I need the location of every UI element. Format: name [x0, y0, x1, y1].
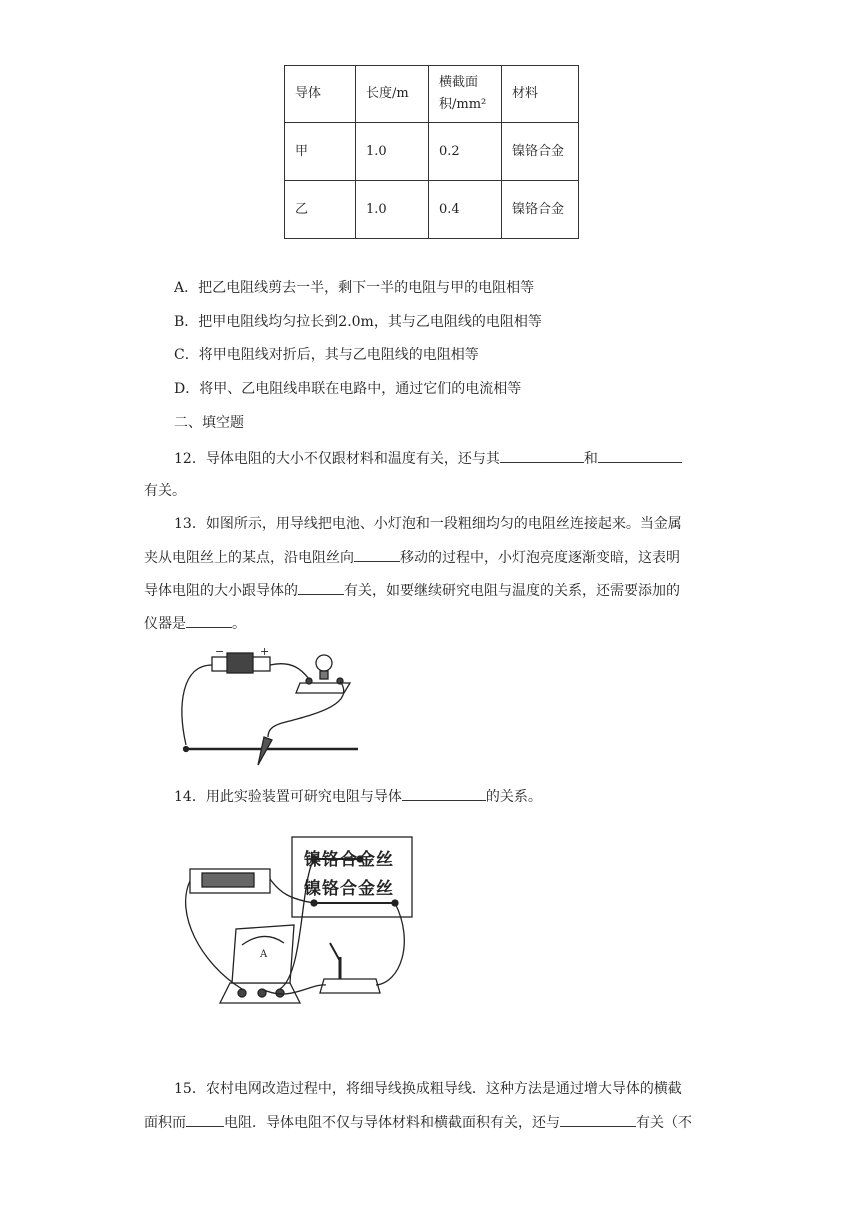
q13-text: 夹从电阻丝上的某点，沿电阻丝向: [144, 550, 354, 566]
answer-blank[interactable]: [402, 786, 486, 801]
section-heading: 二、填空题: [174, 415, 244, 431]
table-cell: 1.0: [356, 181, 429, 239]
question-12: [174, 448, 682, 469]
circuit-figure-14: [180, 833, 420, 1013]
svg-text:−: −: [215, 645, 225, 658]
q13-text: 移动的过程中，小灯泡亮度逐渐变暗，这表明: [400, 550, 680, 566]
q12-end: 有关。: [144, 483, 186, 499]
table-cell: 镍铬合金: [502, 123, 579, 181]
table-cell: 镍铬合金: [502, 181, 579, 239]
table-cell: 1.0: [356, 123, 429, 181]
question-14: [174, 786, 542, 807]
table-header-cell: 材料: [502, 66, 579, 123]
q14-text: 14．用此实验装置可研究电阻与导体: [174, 789, 402, 805]
table-header-cell: 长度/m: [356, 66, 429, 123]
table-header-cell: 导体: [285, 66, 356, 123]
answer-blank[interactable]: [500, 448, 584, 463]
metal-clip: [258, 737, 272, 765]
table-cell: 0.2: [429, 123, 502, 181]
wire-label: 镍铬合金丝: [304, 850, 394, 870]
question-13: 13．如图所示，用导线把电池、小灯泡和一段粗细均匀的电阻丝连接起来。当金属: [174, 516, 682, 532]
answer-blank[interactable]: [354, 547, 400, 562]
q13-line2: [144, 547, 680, 568]
conductor-table: [284, 65, 579, 239]
option-c: C．将甲电阻线对折后，其与乙电阻线的电阻相等: [174, 347, 479, 363]
q15-text: 面积而: [144, 1115, 186, 1131]
q13-line4: [144, 613, 246, 634]
q15-line2: [144, 1112, 692, 1133]
option-d: D．将甲、乙电阻线串联在电路中，通过它们的电流相等: [174, 381, 522, 397]
bulb-icon: [316, 655, 332, 671]
table-header-row: [285, 66, 579, 123]
q13-text: 。: [232, 616, 246, 632]
option-b: B．把甲电阻线均匀拉长到2.0m，其与乙电阻线的电阻相等: [174, 314, 542, 330]
question-15: 15．农村电网改造过程中，将细导线换成粗导线．这种方法是通过增大导体的横截: [174, 1081, 682, 1097]
table-row: [285, 181, 579, 239]
table-cell: 乙: [285, 181, 356, 239]
svg-text:A: A: [260, 949, 268, 960]
q12-text: 12．导体电阻的大小不仅跟材料和温度有关，还与其: [174, 451, 500, 467]
q13-text: 有关，如要继续研究电阻与温度的关系，还需要添加的: [344, 583, 680, 599]
answer-blank[interactable]: [186, 1112, 224, 1127]
q15-text: 有关（不: [636, 1115, 692, 1131]
wire-label: 镍铬合金丝: [304, 879, 394, 899]
svg-text:+: +: [260, 645, 270, 658]
table-cell: 0.4: [429, 181, 502, 239]
answer-blank[interactable]: [598, 448, 682, 463]
answer-blank[interactable]: [298, 580, 344, 595]
q13-line3: [144, 580, 680, 601]
table-cell: 甲: [285, 123, 356, 181]
q12-text: 和: [583, 451, 598, 467]
table-row: [285, 123, 579, 181]
table-header-cell: 横截面积/mm²: [429, 66, 502, 123]
q15-text: 电阻．导体电阻不仅与导体材料和横截面积有关，还与: [224, 1115, 560, 1131]
q14-text: 的关系。: [485, 789, 542, 805]
option-a: A．把乙电阻线剪去一半，剩下一半的电阻与甲的电阻相等: [174, 280, 535, 296]
answer-blank[interactable]: [560, 1112, 636, 1127]
q13-text: 仪器是: [144, 616, 186, 632]
switch-icon: [320, 979, 380, 993]
circuit-figure-13: [172, 645, 372, 770]
answer-blank[interactable]: [186, 613, 232, 628]
q13-text: 导体电阻的大小跟导体的: [144, 583, 298, 599]
